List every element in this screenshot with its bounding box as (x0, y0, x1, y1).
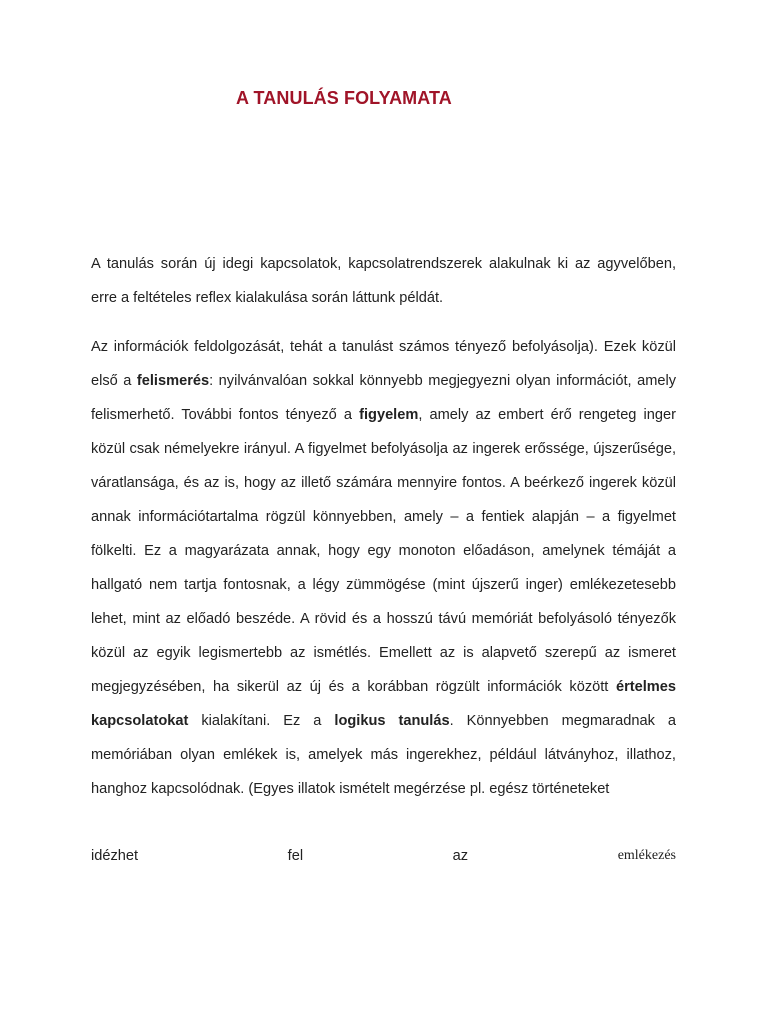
paragraph-text-segment: ). Ezek közül első a (91, 339, 676, 389)
document-title: A TANULÁS FOLYAMATA (236, 88, 452, 108)
paragraph-text-segment: Az információk feldolgozását, tehát a tanulást számos tényező befolyásolja (91, 339, 590, 355)
paragraph-last-line (91, 839, 676, 873)
last-line-word: az (452, 848, 469, 864)
paragraph-intro: A tanulás során új idegi kapcsolatok, kapcsolatrendszerek alakulnak ki az agyvelőben, erre a feltételes reflex kialakulása során láttunk példát. (91, 256, 676, 306)
paragraph-text-segment: . Könnyebben megmaradnak a memóriában olyan emlékek is, amelyek más ingerekhez, például látványhoz, illathoz, hanghoz kapcsolódnak. (Egyes illatok ismételt megérzése pl. egész történeteket (91, 713, 676, 797)
bold-term-logikus-tanulas: logikus tanulás (334, 713, 450, 729)
bold-term-figyelem: figyelem (359, 407, 419, 423)
paragraph-text-segment: , amely az embert érő rengeteg inger közül csak némelyekre irányul. A figyelmet befolyásolja az ingerek erőssége, újszerűsége, váratlansága, és az is, hogy az illető számára mennyire fontos. A beérkező ingerek közül annak információtartalma rögzül könnyebben, amely – a fentiek alapján – a figyelmet fölkelti. Ez a magyarázata annak, hogy egy monoton előadáson, amelynek témáját a hallgató nem tartja fontosnak, a légy zümmögése (mint újszerű inger) emlékezetesebb lehet, mint az előadó beszéde. A rövid és a hosszú távú memóriát befolyásoló tényezők közül az egyik legismertebb az ismétlés. Emellett az is alapvető szerepű az ismeret megjegyzésében, ha sikerül az új és a korábban rögzült információk között (91, 407, 676, 695)
paragraph-factors (91, 330, 676, 806)
bold-term-felismeres: felismerés (136, 373, 210, 389)
paragraph-text-segment: : nyilvánvalóan sokkal könnyebb megjegyezni olyan információt, amely felismerhető. További fontos tényező a (91, 373, 676, 423)
last-line-word: idézhet (91, 848, 139, 864)
last-line-word: fel (287, 848, 304, 864)
bold-term-ertelmes-kapcsolatokat: értelmes kapcsolatokat (91, 679, 676, 729)
paragraph-text-segment: kialakítani. Ez a (188, 713, 335, 729)
last-line-word: emlékezés (617, 848, 676, 863)
